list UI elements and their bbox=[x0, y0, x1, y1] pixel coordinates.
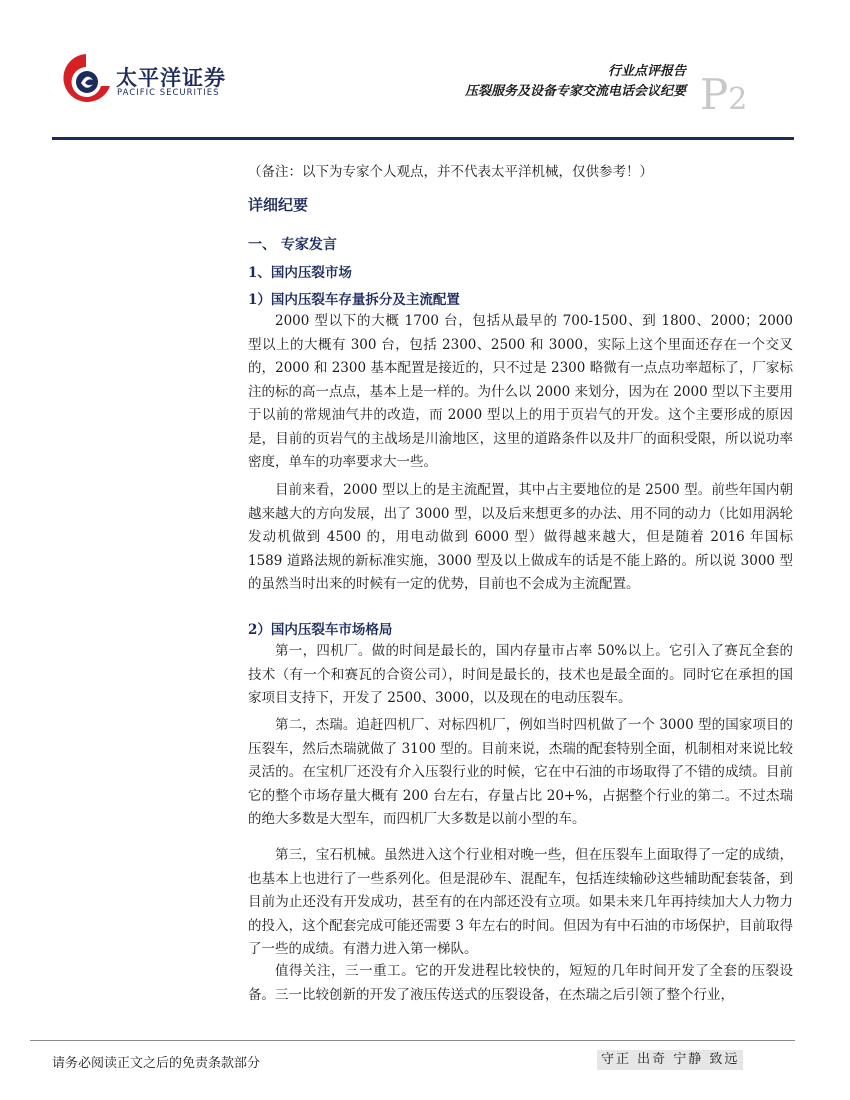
heading-level-3: 2）国内压裂车市场格局 bbox=[248, 622, 393, 638]
footer-disclaimer: 请务必阅读正文之后的免责条款部分 bbox=[52, 1056, 261, 1071]
page-prefix: P bbox=[700, 70, 729, 119]
heading-level-1: 一、 专家发言 bbox=[248, 237, 337, 253]
report-title: 压裂服务及设备专家交流电话会议纪要 bbox=[464, 84, 686, 99]
footer-motto: 守正 出奇 宁静 致远 bbox=[597, 1050, 743, 1070]
page-number-value: 2 bbox=[728, 82, 748, 117]
report-type: 行业点评报告 bbox=[607, 64, 686, 79]
page-number bbox=[700, 70, 748, 119]
logo-english-name: PACIFIC SECURITIES bbox=[117, 88, 220, 98]
paragraph: 第二，杰瑞。追赶四机厂、对标四机厂，例如当时四机做了一个 3000 型的国家项目的压裂车，然后杰瑞就做了 3100 型的。目前来说，杰瑞的配套特别全面，机制相对来说比较灵活的。在宝机厂还没有介入压裂行业的时候，它在中石油的市场取得了不错的成绩。目前它的整个市场存量大概有 200 台左右，存量占比 20+%，占据整个行业的第二。不过杰瑞的绝大多数是大型车，而四机厂大多数是以前小型的车。 bbox=[248, 717, 793, 827]
paragraph: 第三，宝石机械。虽然进入这个行业相对晚一些，但在压裂车上面取得了一定的成绩，也基本上也进行了一些系列化。但是混砂车、混配车，包括连续输砂这些辅助配套装备，到目前为止还没有开发成功，甚至有的在内部还没有立项。如果未来几年再持续加大人力物力的投入，这个配套完成可能还需要 3 年左右的时间。但因为有中石油的市场保护，目前取得了一些的成绩。有潜力进入第一梯队。 bbox=[248, 847, 793, 957]
header-divider bbox=[52, 137, 794, 140]
logo-chinese-name: 太平洋证券 bbox=[116, 66, 226, 90]
disclaimer-note: （备注：以下为专家个人观点，并不代表太平洋机械，仅供参考！） bbox=[248, 164, 653, 180]
heading-level-3: 1）国内压裂车存量拆分及主流配置 bbox=[248, 292, 460, 308]
paragraph: 第一，四机厂。做的时间是最长的，国内存量市占率 50%以上。它引入了赛瓦全套的技术（有一个和赛瓦的合资公司），时间是最长的，技术也是最全面的。同时它在承担的国家项目支持下，开发了 2500、3000，以及现在的电动压裂车。 bbox=[248, 643, 793, 706]
heading-level-2: 1、国内压裂市场 bbox=[248, 265, 352, 281]
paragraph: 值得关注，三一重工。它的开发进程比较快的，短短的几年时间开发了全套的压裂设备。三一比较创新的开发了液压传送式的压裂设备，在杰瑞之后引领了整个行业， bbox=[248, 963, 793, 1003]
pacific-securities-logo-icon bbox=[60, 50, 112, 110]
footer-divider bbox=[30, 1040, 795, 1041]
paragraph: 2000 型以下的大概 1700 台，包括从最早的 700-1500、到 1800、2000；2000 型以上的大概有 300 台，包括 2300、2500 和 3000，实际上这个里面还存在一个交叉的，2000 和 2300 基本配置是接近的，只不过是 2300 略微有一点点功率超标了，厂家标注的标的高一点点，基本上是一样的。为什么以 2000 来划分，因为在 2000 型以下主要用于以前的常规油气井的改造，而 2000 型以上的用于页岩气的开发。这个主要形成的原因是，目前的页岩气的主战场是川渝地区，这里的道路条件以及井厂的面积受限，所以说功率密度，单车的功率要求大一些。 bbox=[248, 313, 793, 470]
company-logo bbox=[60, 50, 230, 110]
section-heading: 详细纪要 bbox=[248, 196, 309, 214]
paragraph: 目前来看，2000 型以上的是主流配置，其中占主要地位的是 2500 型。前些年国内朝越来越大的方向发展，出了 3000 型，以及后来想更多的办法、用不同的动力（比如用涡轮发动机做到 4500 的，用电动做到 6000 型）做得越来越大，但是随着 2016 年国标 1589 道路法规的新标准实施，3000 型及以上做成车的话是不能上路的。所以说 3000 型的虽然当时出来的时候有一定的优势，目前也不会成为主流配置。 bbox=[248, 482, 793, 592]
